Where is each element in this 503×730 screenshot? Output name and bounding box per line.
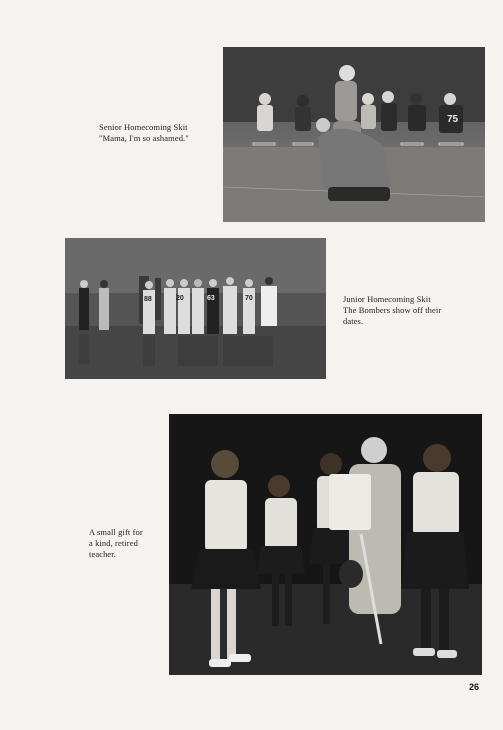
page-number: 26: [468, 682, 479, 692]
caption-line: Junior Homecoming Skit: [343, 294, 431, 304]
senior-skit-photo: [223, 47, 485, 222]
caption-line: "Mama, I'm so ashamed.": [99, 133, 189, 143]
caption-line: Senior Homecoming Skit: [99, 122, 188, 132]
caption-line: teacher.: [89, 549, 116, 559]
caption-line: dates.: [343, 316, 364, 326]
junior-skit-caption: [343, 294, 441, 327]
senior-skit-caption: [99, 122, 189, 144]
caption-line: The Bombers show off their: [343, 305, 442, 315]
junior-skit-photo: [65, 238, 326, 379]
jersey-number-70: 70: [245, 295, 253, 302]
caption-line: A small gift for: [89, 527, 143, 537]
jersey-number-88: 88: [144, 296, 152, 303]
caption-line: a kind, retired: [89, 538, 138, 548]
jersey-number-75: 75: [447, 114, 459, 125]
jersey-number-63: 63: [207, 295, 215, 302]
retired-teacher-caption: [89, 527, 143, 560]
jersey-number-20: 20: [176, 295, 184, 302]
retired-teacher-gift-photo: [169, 414, 482, 675]
